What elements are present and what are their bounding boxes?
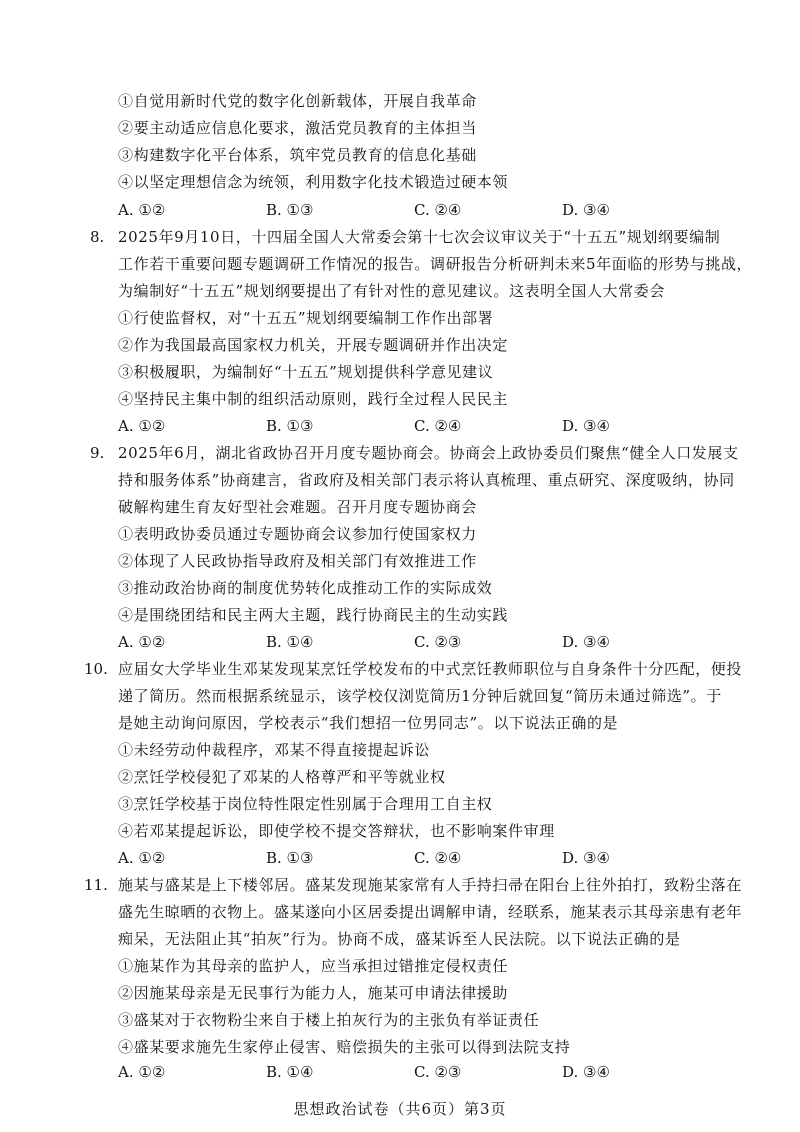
- q8-stem-line-2: 工作若干重要问题专题调研工作情况的报告。调研报告分析研判未来5年面临的形势与挑战，: [118, 255, 753, 273]
- option-a: A. ①②: [118, 201, 166, 219]
- q9-statement-1: ①表明政协委员通过专题协商会议参加行使国家权力: [118, 525, 477, 543]
- option-d: D. ③④: [562, 633, 610, 651]
- option-b: B. ①③: [266, 417, 314, 435]
- q10-stem-line-1: 应届女大学毕业生邓某发现某烹饪学校发布的中式烹饪教师职位与自身条件十分匹配，便投: [118, 660, 743, 678]
- option-b: B. ①③: [266, 849, 314, 867]
- option-c: C. ②③: [414, 1063, 462, 1081]
- q7-statement-3: ③构建数字化平台体系，筑牢党员教育的信息化基础: [118, 146, 477, 164]
- q11-statement-4: ④盛某要求施先生家停止侵害、赔偿损失的主张可以得到法院支持: [118, 1038, 571, 1056]
- q8-options: [118, 415, 638, 437]
- q9-stem-line-1: 2025年6月，湖北省政协召开月度专题协商会。协商会上政协委员们聚焦“健全人口发展支: [118, 444, 739, 462]
- q7-statement-1: ①自觉用新时代党的数字化创新载体，开展自我革命: [118, 92, 477, 110]
- q10-statement-4: ④若邓某提起诉讼，即使学校不提交答辩状，也不影响案件审理: [118, 822, 555, 840]
- q10-options: [118, 847, 638, 869]
- option-c: C. ②④: [414, 849, 462, 867]
- q7-statement-4: ④以坚定理想信念为统领，利用数字化技术锻造过硬本领: [118, 173, 509, 191]
- q10-stem-line-3: 是她主动询问原因，学校表示“我们想招一位男同志”。以下说法正确的是: [118, 714, 619, 732]
- q8-statement-2: ②作为我国最高国家权力机关，开展专题调研并作出决定: [118, 336, 509, 354]
- q9-number: 9.: [90, 444, 105, 462]
- q11-stem-line-1: 施某与盛某是上下楼邻居。盛某发现施某家常有人手持扫帚在阳台上往外拍打，致粉尘落在: [118, 876, 743, 894]
- q11-statement-1: ①施某作为其母亲的监护人，应当承担过错推定侵权责任: [118, 957, 509, 975]
- q10-statement-3: ③烹饪学校基于岗位特性限定性别属于合理用工自主权: [118, 795, 493, 813]
- option-a: A. ①②: [118, 849, 166, 867]
- q9-stem-line-2: 持和服务体系”协商建言，省政府及相关部门表示将认真梳理、重点研究、深度吸纳，协同: [118, 471, 735, 489]
- option-b: B. ①③: [266, 201, 314, 219]
- option-d: D. ③④: [562, 849, 610, 867]
- q10-statement-1: ①未经劳动仲裁程序，邓某不得直接提起诉讼: [118, 741, 431, 759]
- option-d: D. ③④: [562, 201, 610, 219]
- q8-statement-3: ③积极履职，为编制好“十五五”规划提供科学意见建议: [118, 363, 494, 381]
- option-d: D. ③④: [562, 417, 610, 435]
- option-b: B. ①④: [266, 633, 314, 651]
- q7-options: [118, 199, 638, 221]
- q8-number: 8.: [90, 228, 105, 246]
- page-footer: 思想政治试卷（共6页）第3页: [293, 1100, 507, 1118]
- q8-statement-4: ④坚持民主集中制的组织活动原则，践行全过程人民民主: [118, 390, 509, 408]
- q11-stem-line-2: 盛先生晾晒的衣物上。盛某遂向小区居委提出调解申请，经联系，施某表示其母亲患有老年: [118, 903, 743, 921]
- q11-stem-line-3: 痴呆，无法阻止其“拍灰”行为。协商不成，盛某诉至人民法院。以下说法正确的是: [118, 930, 681, 948]
- option-a: A. ①②: [118, 1063, 166, 1081]
- q9-statement-4: ④是围绕团结和民主两大主题，践行协商民主的生动实践: [118, 606, 509, 624]
- option-b: B. ①④: [266, 1063, 314, 1081]
- q9-options: [118, 631, 638, 653]
- q9-statement-2: ②体现了人民政协指导政府及相关部门有效推进工作: [118, 552, 477, 570]
- q8-stem-line-1: 2025年9月10日，十四届全国人大常委会第十七次会议审议关于“十五五”规划纲要编制: [118, 228, 721, 246]
- q7-statement-2: ②要主动适应信息化要求，激活党员教育的主体担当: [118, 119, 477, 137]
- option-c: C. ②③: [414, 633, 462, 651]
- option-a: A. ①②: [118, 633, 166, 651]
- option-a: A. ①②: [118, 417, 166, 435]
- q11-statement-3: ③盛某对于衣物粉尘来自于楼上拍灰行为的主张负有举证责任: [118, 1011, 540, 1029]
- q9-stem-line-3: 破解构建生育友好型社会难题。召开月度专题协商会: [118, 498, 477, 516]
- q10-stem-line-2: 递了简历。然而根据系统显示，该学校仅浏览简历1分钟后就回复“简历未通过筛选”。于: [118, 687, 722, 705]
- q9-statement-3: ③推动政治协商的制度优势转化成推动工作的实际成效: [118, 579, 493, 597]
- q11-number: 11.: [84, 876, 108, 894]
- q8-statement-1: ①行使监督权，对“十五五”规划纲要编制工作作出部署: [118, 309, 494, 327]
- q11-statement-2: ②因施某母亲是无民事行为能力人，施某可申请法律援助: [118, 984, 509, 1002]
- option-c: C. ②④: [414, 201, 462, 219]
- q8-stem-line-3: 为编制好“十五五”规划纲要提出了有针对性的意见建议。这表明全国人大常委会: [118, 282, 665, 300]
- q10-number: 10.: [84, 660, 108, 678]
- q11-options: [118, 1061, 638, 1083]
- option-c: C. ②④: [414, 417, 462, 435]
- q10-statement-2: ②烹饪学校侵犯了邓某的人格尊严和平等就业权: [118, 768, 446, 786]
- option-d: D. ③④: [562, 1063, 610, 1081]
